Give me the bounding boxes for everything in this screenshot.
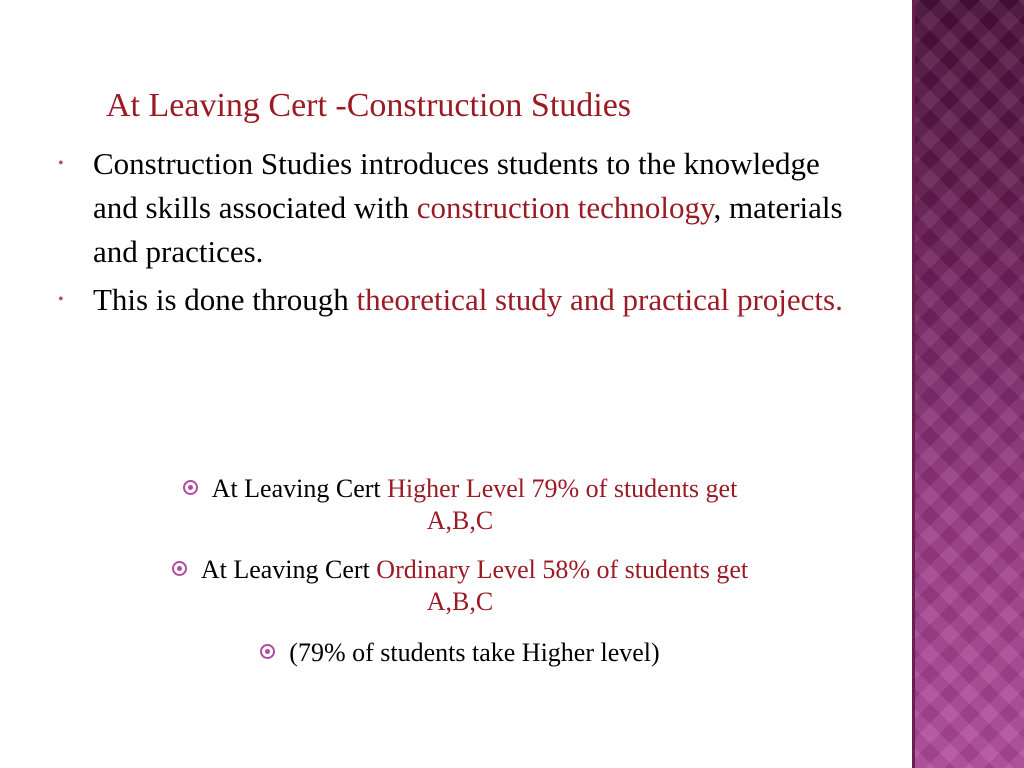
sub-point-grades: A,B,C xyxy=(426,587,494,616)
sub-point-grades: A,B,C xyxy=(426,506,494,535)
circle-bullet-icon xyxy=(260,644,275,659)
circle-bullet-icon xyxy=(172,561,187,576)
bullet-text: This is done through xyxy=(93,282,357,317)
slide-title: At Leaving Cert -Construction Studies xyxy=(106,87,632,124)
sub-point-ordinary-level xyxy=(60,554,860,618)
bullet-list xyxy=(58,142,858,326)
sub-point-higher-level xyxy=(60,473,860,537)
bullet-highlight: construction technology xyxy=(416,190,714,225)
sub-point-text: At Leaving Cert xyxy=(211,474,388,503)
bullet-item xyxy=(58,142,858,274)
bullet-dot-icon: • xyxy=(58,155,64,172)
decorative-side-panel xyxy=(912,0,1024,768)
circle-bullet-icon xyxy=(183,480,198,495)
bullet-dot-icon: • xyxy=(58,291,64,308)
sub-point-highlight: Ordinary Level 58% of students get xyxy=(376,555,749,584)
bullet-text: Construction Studies introduces students to the knowledge and skills associated with xyxy=(93,146,820,225)
bullet-text: , materials and practices. xyxy=(93,190,843,269)
sub-point-text: At Leaving Cert xyxy=(200,555,377,584)
sub-point-text: (79% of students take Higher level) xyxy=(289,638,660,667)
bullet-item xyxy=(58,278,858,322)
sub-point-take-higher xyxy=(60,637,860,669)
bullet-highlight: theoretical study and practical projects. xyxy=(356,282,843,317)
sub-point-highlight: Higher Level 79% of students get xyxy=(387,474,738,503)
